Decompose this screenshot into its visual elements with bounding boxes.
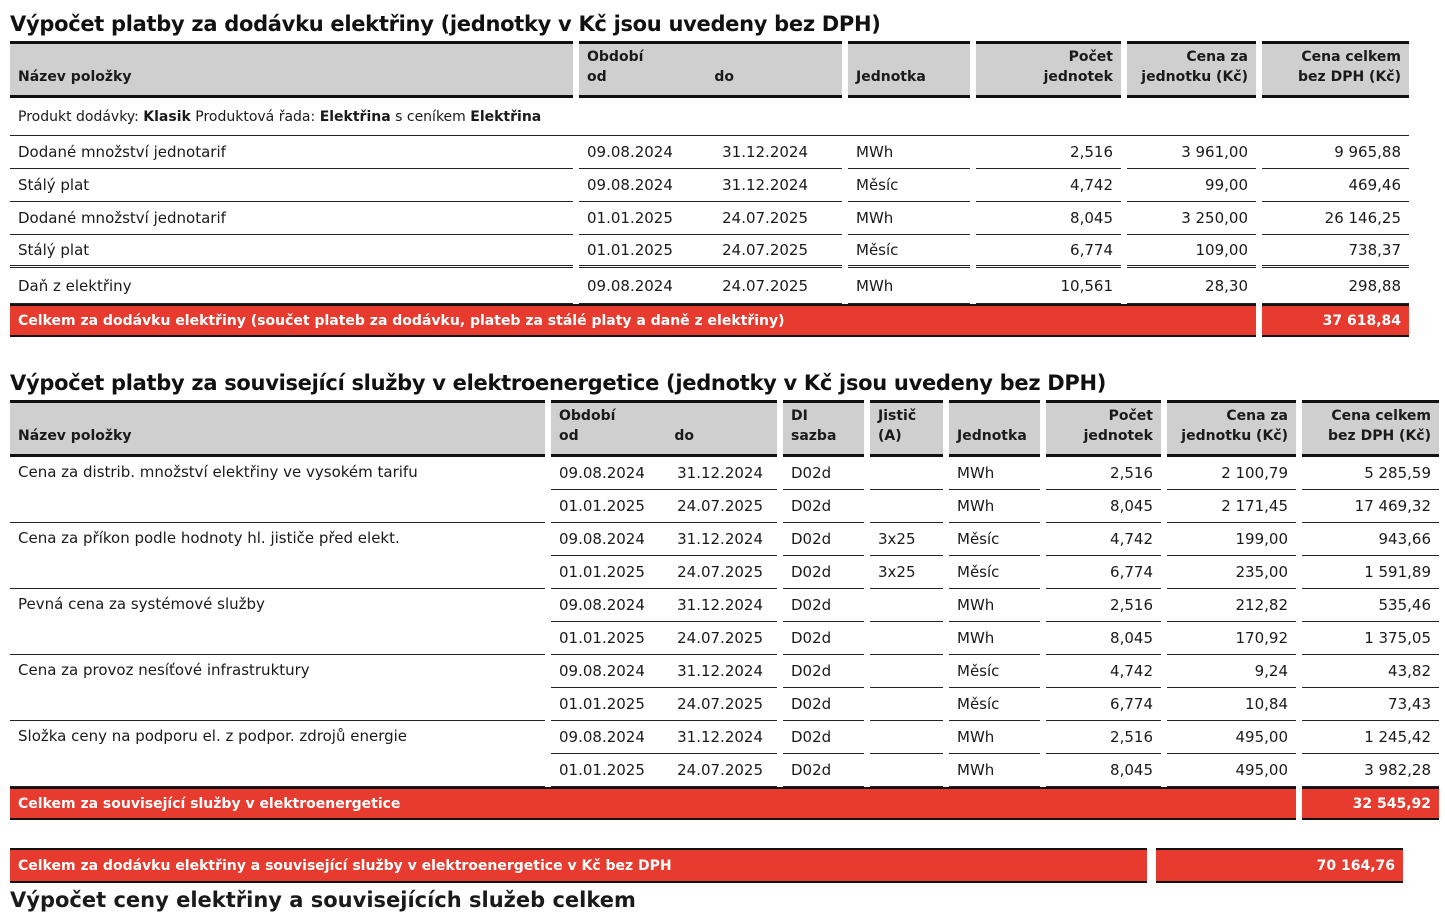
service-row (10, 457, 1439, 490)
service-total: 943,66 (1302, 523, 1439, 556)
service-total: 17 469,32 (1302, 490, 1439, 523)
service-period (551, 655, 777, 688)
item-total: 469,46 (1262, 169, 1409, 202)
grand-total-bar (10, 848, 1403, 883)
service-count: 6,774 (1046, 556, 1161, 589)
product-info: Produkt dodávky: Klasik Produktová řada: Elektřina s ceníkem Elektřina (10, 98, 1409, 136)
period-to: 31.12.2024 (677, 464, 763, 482)
service-rate: D02d (783, 523, 864, 556)
period-to: 24.07.2025 (722, 209, 808, 227)
period-from: 09.08.2024 (559, 530, 645, 548)
period-from: 09.08.2024 (559, 662, 645, 680)
service-period (551, 589, 777, 622)
service-rate: D02d (783, 655, 864, 688)
header2-breaker: Jistič (A) (870, 400, 943, 457)
period-to: 31.12.2024 (677, 596, 763, 614)
services-table (4, 400, 1445, 820)
item-period (579, 202, 842, 235)
service-price: 495,00 (1167, 721, 1296, 754)
item-unit: MWh (848, 136, 970, 169)
service-row (10, 721, 1439, 754)
service-count: 4,742 (1046, 523, 1161, 556)
service-unit: Měsíc (949, 556, 1040, 589)
supply-total-row (10, 304, 1409, 337)
item-price: 99,00 (1127, 169, 1256, 202)
header-to: do (714, 69, 734, 85)
services-total-row (10, 787, 1439, 820)
item-period (579, 169, 842, 202)
header-name: Název položky (10, 41, 573, 98)
header2-name: Název položky (10, 400, 545, 457)
service-period (551, 556, 777, 589)
header2-period (551, 400, 777, 457)
product-name: Klasik (143, 108, 191, 125)
item-unit: MWh (848, 202, 970, 235)
item-price: 109,00 (1127, 235, 1256, 268)
period-from: 09.08.2024 (559, 596, 645, 614)
item-count: 2,516 (976, 136, 1121, 169)
period-to: 24.07.2025 (677, 695, 763, 713)
item-period (579, 235, 842, 268)
service-name: Cena za příkon podle hodnoty hl. jističe před elekt. (10, 523, 545, 589)
header-total: Cena celkem bez DPH (Kč) (1262, 41, 1409, 98)
services-total-label: Celkem za související služby v elektroenergetice (10, 787, 1296, 820)
service-period (551, 721, 777, 754)
service-breaker (870, 754, 943, 787)
service-count: 6,774 (1046, 688, 1161, 721)
header2-count: Počet jednotek (1046, 400, 1161, 457)
product-series: Elektřina (319, 108, 391, 125)
service-count: 2,516 (1046, 721, 1161, 754)
item-total: 9 965,88 (1262, 136, 1409, 169)
service-period (551, 523, 777, 556)
section2-title: Výpočet platby za související služby v elektroenergetice (jednotky v Kč jsou uvedeny bez DPH) (10, 371, 1107, 395)
services-total-value: 32 545,92 (1302, 787, 1439, 820)
service-name: Cena za provoz nesíťové infrastruktury (10, 655, 545, 721)
service-total: 535,46 (1302, 589, 1439, 622)
period-from: 01.01.2025 (587, 209, 673, 227)
service-rate: D02d (783, 457, 864, 490)
header2-di: DI sazba (783, 400, 864, 457)
item-count: 10,561 (976, 268, 1121, 304)
header2-from: od (559, 428, 579, 444)
period-from: 09.08.2024 (587, 143, 673, 161)
period-to: 24.07.2025 (677, 497, 763, 515)
header-count: Počet jednotek (976, 41, 1121, 98)
service-rate: D02d (783, 490, 864, 523)
service-row (10, 589, 1439, 622)
service-total: 73,43 (1302, 688, 1439, 721)
service-unit: MWh (949, 490, 1040, 523)
service-price: 9,24 (1167, 655, 1296, 688)
header-from: od (587, 69, 607, 85)
period-to: 31.12.2024 (677, 728, 763, 746)
service-price: 2 171,45 (1167, 490, 1296, 523)
period-to: 24.07.2025 (677, 761, 763, 779)
item-count: 6,774 (976, 235, 1121, 268)
period-from: 09.08.2024 (587, 176, 673, 194)
supply-total-label: Celkem za dodávku elektřiny (součet plateb za dodávku, plateb za stálé platy a daně z elektřiny) (10, 304, 1256, 337)
item-name: Stálý plat (10, 235, 573, 268)
service-total: 1 245,42 (1302, 721, 1439, 754)
service-row (10, 655, 1439, 688)
item-name: Daň z elektřiny (10, 268, 573, 304)
service-period (551, 622, 777, 655)
header-period (579, 41, 842, 98)
item-name: Dodané množství jednotarif (10, 136, 573, 169)
service-count: 8,045 (1046, 622, 1161, 655)
service-period (551, 754, 777, 787)
service-unit: MWh (949, 754, 1040, 787)
item-unit: Měsíc (848, 169, 970, 202)
grand-total-value: 70 164,76 (1156, 848, 1403, 883)
service-count: 2,516 (1046, 589, 1161, 622)
service-rate: D02d (783, 556, 864, 589)
service-count: 2,516 (1046, 457, 1161, 490)
product-pricelist: Elektřina (470, 108, 542, 125)
service-period (551, 490, 777, 523)
section1-title: Výpočet platby za dodávku elektřiny (jednotky v Kč jsou uvedeny bez DPH) (10, 12, 881, 36)
header2-to: do (674, 428, 694, 444)
period-from: 01.01.2025 (587, 241, 673, 259)
service-unit: Měsíc (949, 523, 1040, 556)
period-from: 01.01.2025 (559, 563, 645, 581)
services-header-row (10, 400, 1439, 457)
item-total: 738,37 (1262, 235, 1409, 268)
period-from: 01.01.2025 (559, 695, 645, 713)
item-count: 4,742 (976, 169, 1121, 202)
period-from: 01.01.2025 (559, 761, 645, 779)
item-total: 298,88 (1262, 268, 1409, 304)
header2-period-label: Období (559, 408, 616, 424)
period-from: 01.01.2025 (559, 629, 645, 647)
service-breaker (870, 622, 943, 655)
period-from: 01.01.2025 (559, 497, 645, 515)
service-unit: Měsíc (949, 688, 1040, 721)
supply-header-row (10, 41, 1409, 98)
item-count: 8,045 (976, 202, 1121, 235)
service-price: 199,00 (1167, 523, 1296, 556)
service-unit: MWh (949, 457, 1040, 490)
service-price: 170,92 (1167, 622, 1296, 655)
item-name: Dodané množství jednotarif (10, 202, 573, 235)
period-to: 24.07.2025 (677, 629, 763, 647)
header2-price: Cena za jednotku (Kč) (1167, 400, 1296, 457)
service-rate: D02d (783, 754, 864, 787)
period-to: 31.12.2024 (677, 662, 763, 680)
service-breaker (870, 589, 943, 622)
item-name: Stálý plat (10, 169, 573, 202)
service-unit: MWh (949, 721, 1040, 754)
service-breaker (870, 688, 943, 721)
service-breaker: 3x25 (870, 523, 943, 556)
period-to: 31.12.2024 (677, 530, 763, 548)
service-period (551, 457, 777, 490)
service-count: 8,045 (1046, 490, 1161, 523)
item-unit: MWh (848, 268, 970, 304)
supply-row (10, 202, 1409, 235)
service-name: Cena za distrib. množství elektřiny ve vysokém tarifu (10, 457, 545, 523)
supply-total-value: 37 618,84 (1262, 304, 1409, 337)
item-price: 28,30 (1127, 268, 1256, 304)
service-total: 43,82 (1302, 655, 1439, 688)
item-unit: Měsíc (848, 235, 970, 268)
service-rate: D02d (783, 622, 864, 655)
period-to: 24.07.2025 (677, 563, 763, 581)
header2-total: Cena celkem bez DPH (Kč) (1302, 400, 1439, 457)
period-to: 24.07.2025 (722, 241, 808, 259)
service-count: 8,045 (1046, 754, 1161, 787)
service-price: 2 100,79 (1167, 457, 1296, 490)
service-rate: D02d (783, 688, 864, 721)
service-period (551, 688, 777, 721)
period-from: 09.08.2024 (587, 276, 673, 295)
service-breaker (870, 655, 943, 688)
header-unit: Jednotka (848, 41, 970, 98)
header-period-label: Období (587, 49, 644, 65)
supply-table (4, 41, 1415, 337)
service-price: 235,00 (1167, 556, 1296, 589)
supply-row (10, 136, 1409, 169)
item-period (579, 136, 842, 169)
service-rate: D02d (783, 721, 864, 754)
product-row (10, 98, 1409, 136)
grand-total-label: Celkem za dodávku elektřiny a související služby v elektroenergetice v Kč bez DPH (10, 848, 1147, 883)
supply-row (10, 268, 1409, 304)
service-total: 1 591,89 (1302, 556, 1439, 589)
service-unit: MWh (949, 622, 1040, 655)
service-breaker: 3x25 (870, 556, 943, 589)
service-breaker (870, 721, 943, 754)
service-total: 5 285,59 (1302, 457, 1439, 490)
service-row (10, 523, 1439, 556)
service-name: Složka ceny na podporu el. z podpor. zdrojů energie (10, 721, 545, 787)
period-to: 31.12.2024 (722, 176, 808, 194)
item-total: 26 146,25 (1262, 202, 1409, 235)
header-price: Cena za jednotku (Kč) (1127, 41, 1256, 98)
service-breaker (870, 490, 943, 523)
period-to: 31.12.2024 (722, 143, 808, 161)
service-unit: Měsíc (949, 655, 1040, 688)
service-total: 3 982,28 (1302, 754, 1439, 787)
item-price: 3 250,00 (1127, 202, 1256, 235)
service-price: 212,82 (1167, 589, 1296, 622)
period-from: 09.08.2024 (559, 464, 645, 482)
item-period (579, 268, 842, 304)
period-from: 09.08.2024 (559, 728, 645, 746)
service-rate: D02d (783, 589, 864, 622)
service-count: 4,742 (1046, 655, 1161, 688)
service-price: 10,84 (1167, 688, 1296, 721)
item-price: 3 961,00 (1127, 136, 1256, 169)
supply-row (10, 235, 1409, 268)
header2-unit: Jednotka (949, 400, 1040, 457)
service-name: Pevná cena za systémové služby (10, 589, 545, 655)
service-price: 495,00 (1167, 754, 1296, 787)
supply-row (10, 169, 1409, 202)
next-section-title: Výpočet ceny elektřiny a souvisejících služeb celkem (10, 888, 636, 912)
service-unit: MWh (949, 589, 1040, 622)
service-total: 1 375,05 (1302, 622, 1439, 655)
period-to: 24.07.2025 (722, 276, 808, 295)
service-breaker (870, 457, 943, 490)
